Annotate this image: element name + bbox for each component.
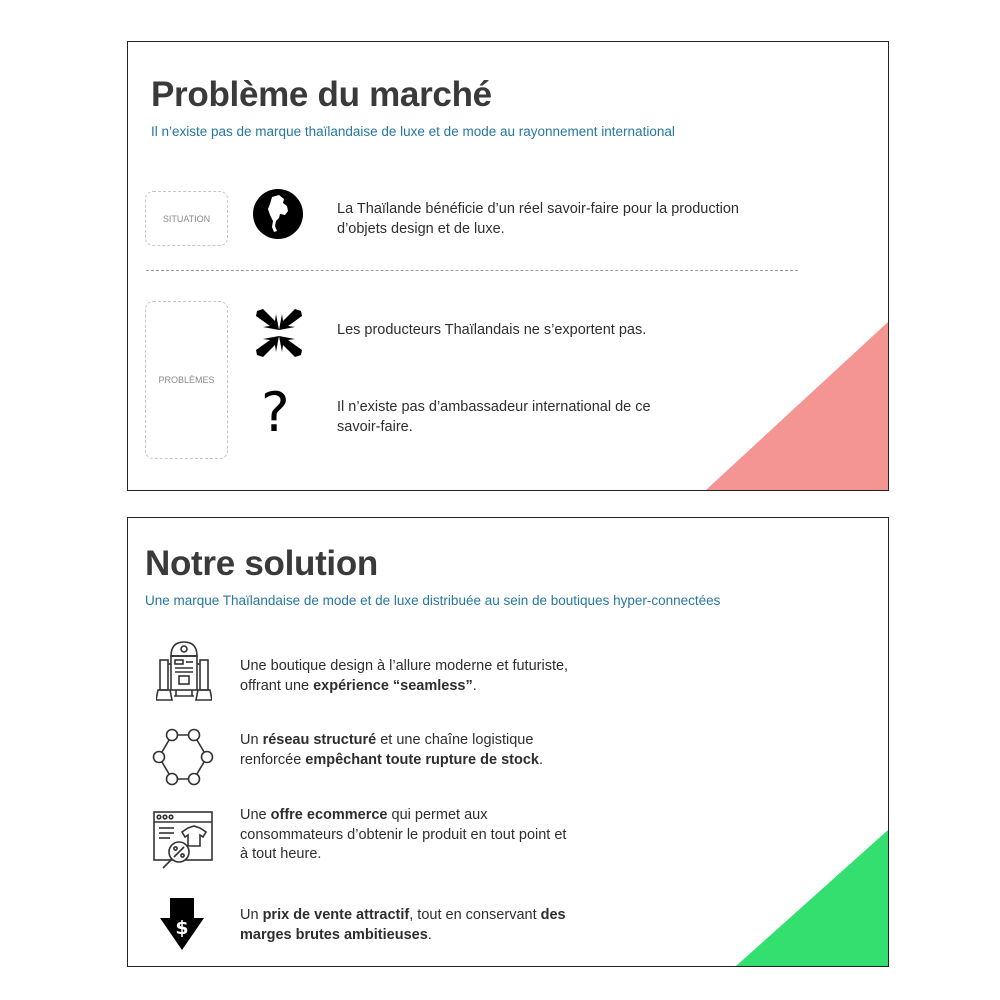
accent-triangle-shape <box>706 322 888 490</box>
problems-tag <box>145 301 228 459</box>
situation-label: SITUATION <box>162 213 211 224</box>
problem-2-line2: savoir-faire. <box>337 418 413 435</box>
solution-2-line2-end: . <box>538 751 543 768</box>
solution-2-line2-start: renforcée <box>240 751 306 768</box>
situation-text-line1: La Thaïlande bénéficie d’un réel savoir-faire pour la production <box>337 201 739 217</box>
dollar-sign: $ <box>175 917 189 939</box>
solution-4-bold-des: des <box>540 907 566 923</box>
slide-title: Problème du marché <box>151 75 492 114</box>
solution-3-text <box>240 806 566 865</box>
compress-arrows-icon <box>255 308 303 358</box>
problem-2-text <box>337 398 651 437</box>
solution-1-line2-start: offrant une <box>240 677 314 694</box>
solution-2-text <box>240 731 543 770</box>
slide-our-solution <box>127 517 889 967</box>
solution-2-line1-end: et une chaîne logistique <box>376 732 534 748</box>
solution-3-bold-ecommerce: offre ecommerce <box>270 807 388 823</box>
question-mark-icon: ? <box>261 381 290 444</box>
problem-1-text: Les producteurs Thaïlandais ne s’exportent pas. <box>337 322 647 338</box>
slide-subtitle: Il n’existe pas de marque thaïlandaise de luxe et de mode au rayonnement international <box>151 124 675 139</box>
solution-4-text <box>240 906 566 945</box>
solution-2-line1-start: Un <box>240 732 263 748</box>
solution-1-text <box>240 657 568 696</box>
accent-corner-triangle <box>736 830 888 966</box>
network-ring-icon <box>150 726 216 788</box>
robot-icon <box>156 638 212 704</box>
solution-3-line1-start: Une <box>240 807 271 823</box>
problems-label: PROBLÈMES <box>158 375 215 385</box>
solution-2-bold-network: réseau structuré <box>262 732 377 748</box>
solution-3-line2: consommateurs d’obtenir le produit en tout point et <box>240 826 567 843</box>
solution-4-line1-middle: , tout en conservant <box>409 907 541 923</box>
accent-corner-triangle <box>706 322 888 490</box>
solution-1-line1: Une boutique design à l’allure moderne et futuriste, <box>240 658 569 674</box>
solution-4-bold-price: prix de vente attractif <box>262 907 410 923</box>
price-down-arrow-icon <box>158 896 206 952</box>
solution-3-line3: à tout heure. <box>240 846 322 862</box>
situation-text <box>337 200 739 239</box>
solution-3-line1-end: qui permet aux <box>387 807 488 823</box>
accent-triangle-shape <box>736 830 888 966</box>
solution-1-line2-end: . <box>472 677 477 694</box>
thailand-map-icon <box>253 188 303 240</box>
solution-4-bold-margins: marges brutes ambitieuses <box>240 926 428 943</box>
situation-text-line2: d’objets design et de luxe. <box>337 220 505 237</box>
solution-4-line1-start: Un <box>240 907 263 923</box>
slide-market-problem <box>127 41 889 491</box>
solution-1-bold-seamless: expérience “seamless” <box>313 677 473 694</box>
situation-tag <box>145 191 228 246</box>
solution-2-bold-stock: empêchant toute rupture de stock <box>305 751 539 768</box>
section-divider <box>146 270 798 271</box>
slide-title: Notre solution <box>145 544 379 583</box>
slide-subtitle: Une marque Thaïlandaise de mode et de luxe distribuée au sein de boutiques hyper-connectées <box>145 593 721 608</box>
problem-2-line1: Il n’existe pas d’ambassadeur international de ce <box>337 399 651 415</box>
ecommerce-discount-icon <box>152 810 216 874</box>
solution-4-line2-end: . <box>427 926 432 943</box>
